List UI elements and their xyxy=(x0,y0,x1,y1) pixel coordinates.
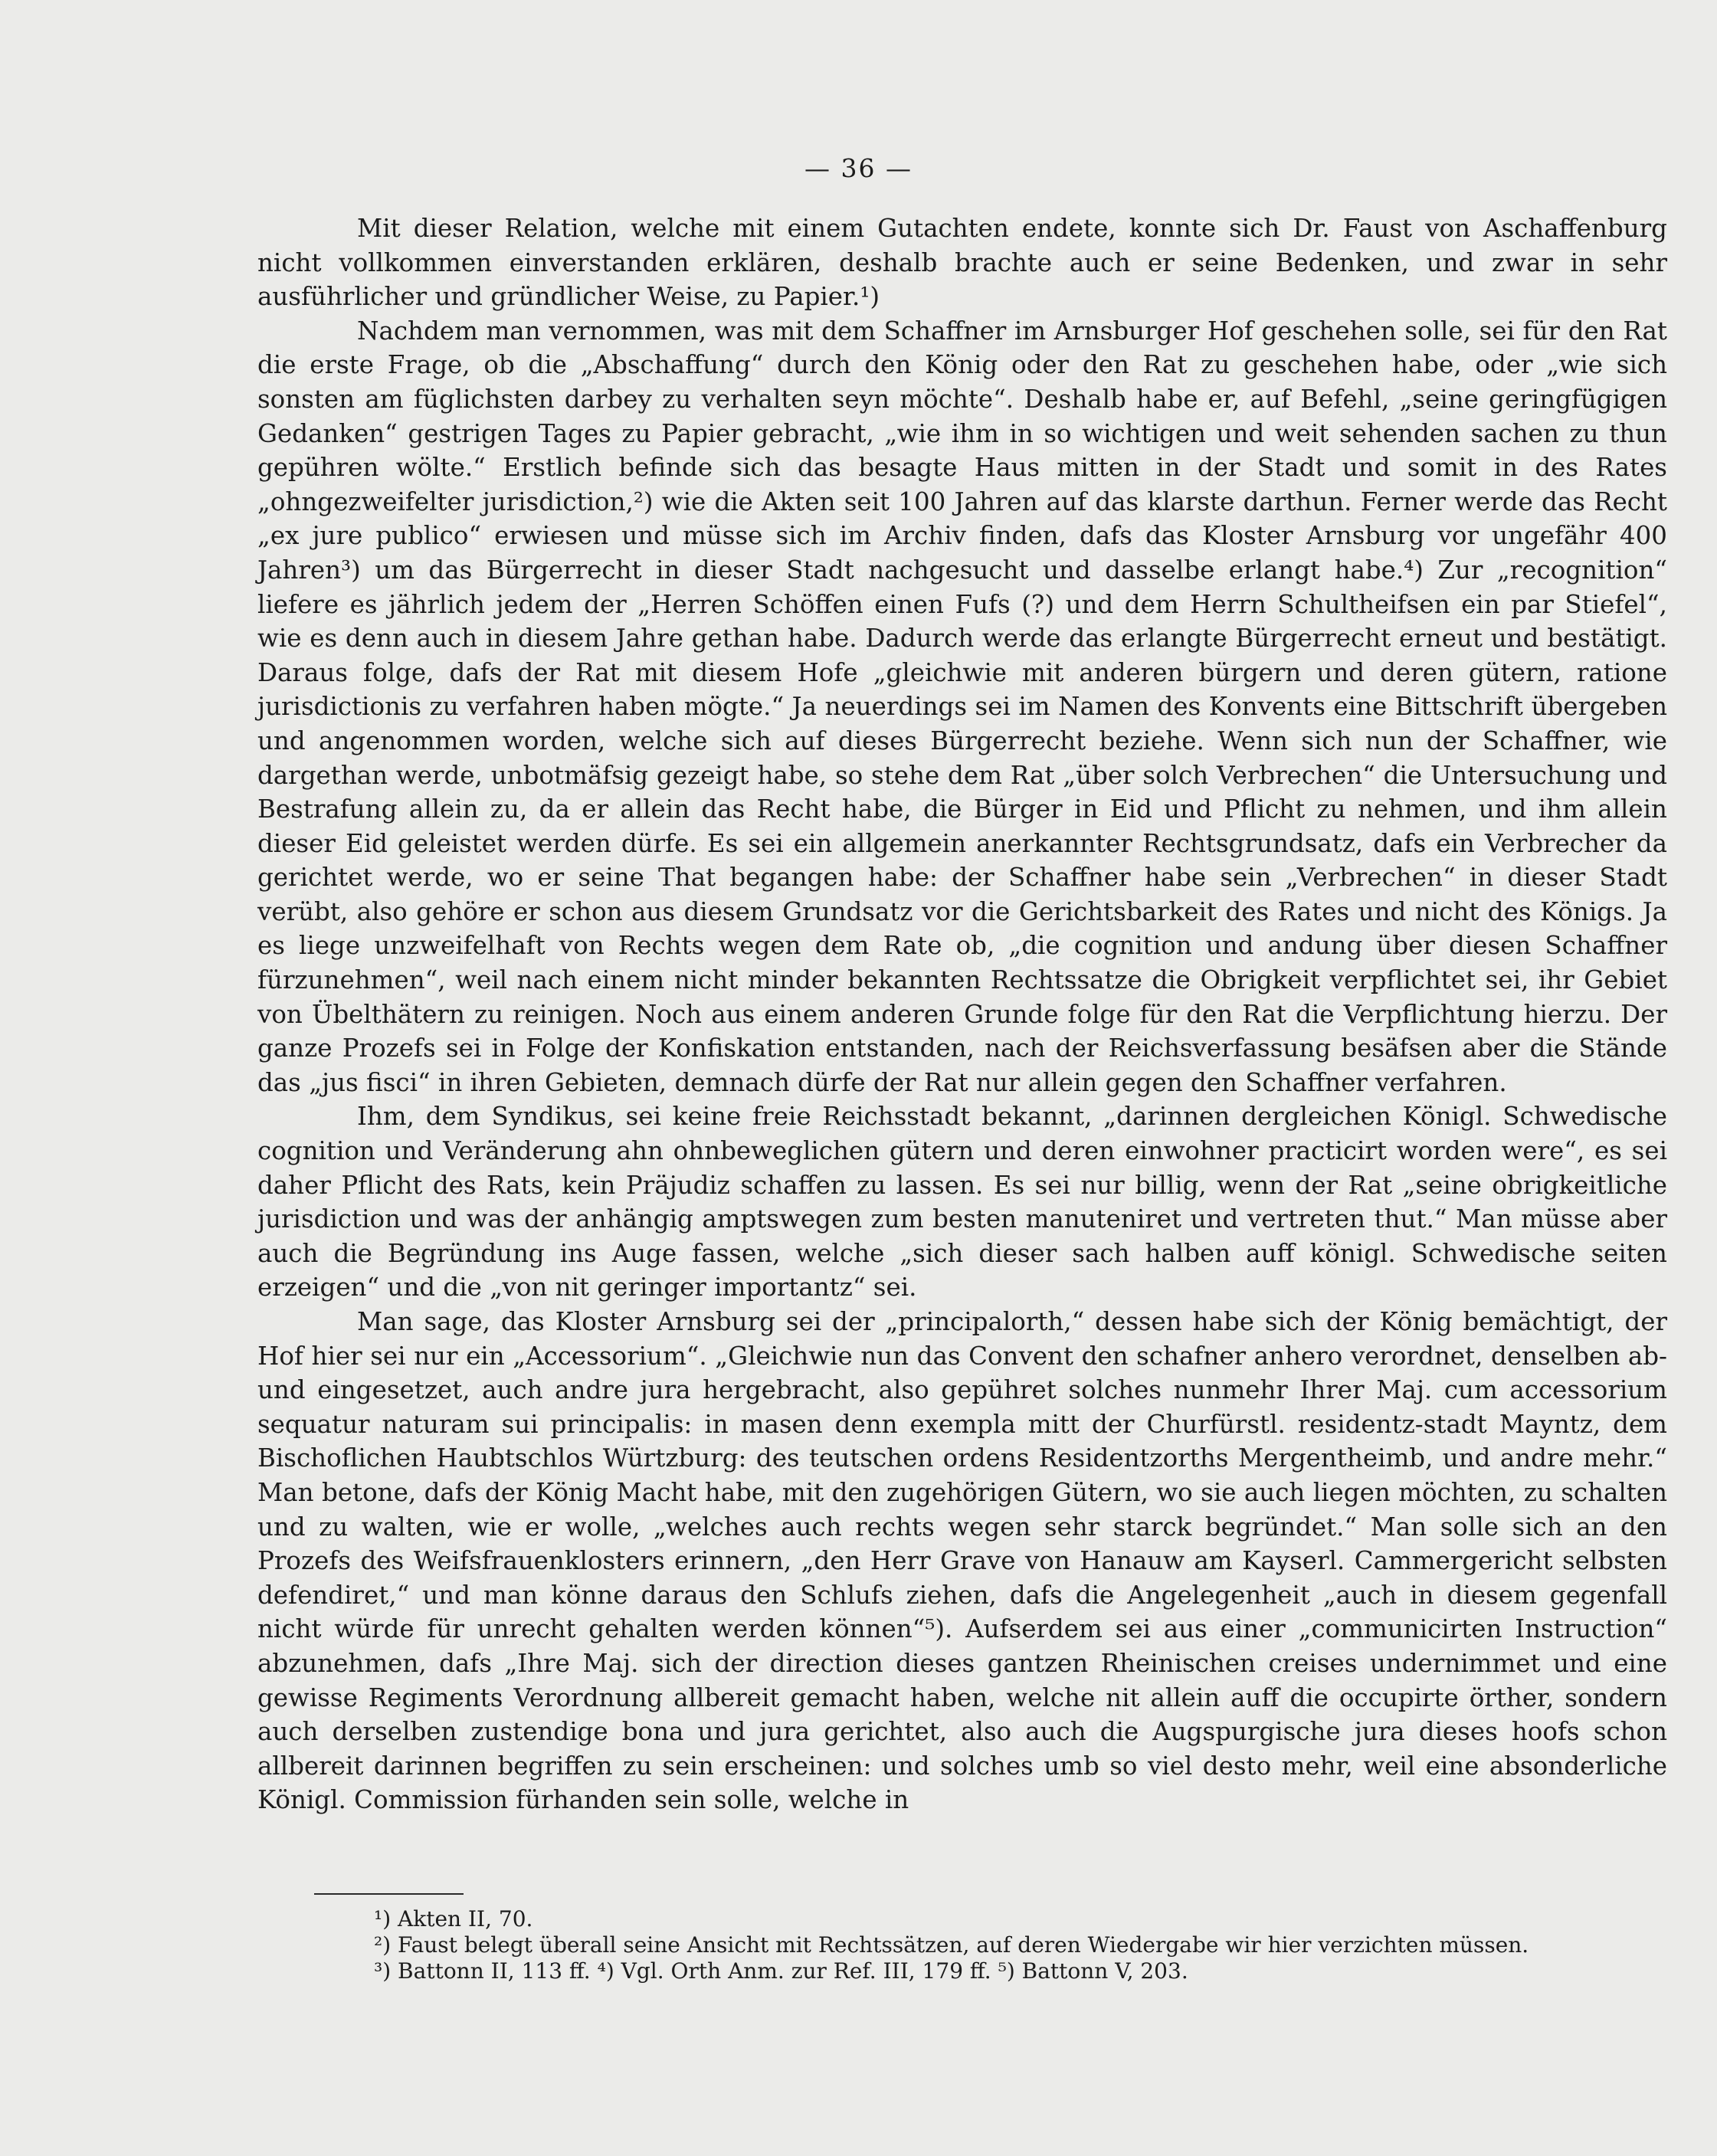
footnote-divider xyxy=(314,1893,464,1895)
paragraph-2: Nachdem man vernommen, was mit dem Schaffner im Arnsburger Hof geschehen solle, sei für den Rat die erste Frage, ob die „Abschaffung“ durch den König oder den Rat zu geschehen habe, oder „wie sich sonsten am füglichsten darbey zu verhalten seyn möchte“. Deshalb habe er, auf Befehl, „seine geringfügigen Gedanken“ gestrigen Tages zu Papier gebracht, „wie ihm in so wichtigen und weit sehenden sachen zu thun gepühren wölte.“ Erstlich befinde sich das besagte Haus mitten in der Stadt und somit in des Rates „ohngezweifelter jurisdiction,²) wie die Akten seit 100 Jahren auf das klarste darthun. Ferner werde das Recht „ex jure publico“ erwiesen und müsse sich im Archiv finden, dafs das Kloster Arnsburg vor ungefähr 400 Jahren³) um das Bürgerrecht in dieser Stadt nachgesucht und dasselbe erlangt habe.⁴) Zur „recognition“ liefere es jährlich jedem der „Herren Schöffen einen Fufs (?) und dem Herrn Schultheifsen ein par Stiefel“, wie es denn auch in diesem Jahre gethan habe. Dadurch werde das erlangte Bürgerrecht erneut und bestätigt. Daraus folge, dafs der Rat mit diesem Hofe „gleichwie mit anderen bürgern und deren gütern, ratione jurisdictionis zu verfahren haben mögte.“ Ja neuerdings sei im Namen des Konvents eine Bittschrift übergeben und angenommen worden, welche sich auf dieses Bürgerrecht beziehe. Wenn sich nun der Schaffner, wie dargethan werde, unbotmäfsig gezeigt habe, so stehe dem Rat „über solch Verbrechen“ die Untersuchung und Bestrafung allein zu, da er allein das Recht habe, die Bürger in Eid und Pflicht zu nehmen, und ihm allein dieser Eid geleistet werden dürfe. Es sei ein allgemein anerkannter Rechtsgrundsatz, dafs ein Verbrecher da gerichtet werde, wo er seine That begangen habe: der Schaffner habe sein „Verbrechen“ in dieser Stadt verübt, also gehöre er schon aus diesem Grundsatz vor die Gerichtsbarkeit des Rates und nicht des Königs. Ja es liege unzweifelhaft von Rechts wegen dem Rate ob, „die cognition und andung über diesen Schaffner fürzunehmen“, weil nach einem nicht minder bekannten Rechtssatze die Obrigkeit verpflichtet sei, ihr Gebiet von Übelthätern zu reinigen. Noch aus einem anderen Grunde folge für den Rat die Verpflichtung hierzu. Der ganze Prozefs sei in Folge der Konfiskation entstanden, nach der Reichsverfassung besäfsen aber die Stände das „jus fisci“ in ihren Gebieten, demnach dürfe der Rat nur allein gegen den Schaffner verfahren. xyxy=(257,316,1667,1097)
footnote-2: ²) Faust belegt überall seine Ansicht mit Rechtssätzen, auf deren Wiedergabe wir hier verzichten müssen. xyxy=(374,1932,1529,1958)
page-number: — 36 — xyxy=(804,153,913,183)
paragraph-1: Mit dieser Relation, welche mit einem Gutachten endete, konnte sich Dr. Faust von Aschaffenburg nicht vollkommen einverstanden erklären, deshalb brachte auch er seine Bedenken, und zwar in sehr ausführlicher und gründlicher Weise, zu Papier.¹) xyxy=(257,214,1667,312)
footnotes xyxy=(374,1906,1676,1984)
footnote-3: ³) Battonn II, 113 ff. ⁴) Vgl. Orth Anm. zur Ref. III, 179 ff. ⁵) Battonn V, 203. xyxy=(374,1958,1188,1984)
body-text xyxy=(257,211,1667,1817)
footnote-1: ¹) Akten II, 70. xyxy=(374,1906,533,1932)
paragraph-3: Ihm, dem Syndikus, sei keine freie Reichsstadt bekannt, „darinnen dergleichen Königl. Schwedische cognition und Veränderung ahn ohnbeweglichen gütern und deren einwohner practicirt worden were“, es sei daher Pflicht des Rats, kein Präjudiz schaffen zu lassen. Es sei nur billig, wenn der Rat „seine obrigkeitliche jurisdiction und was der anhängig amptswegen zum besten manuteniret und vertreten thut.“ Man müsse aber auch die Begründung ins Auge fassen, welche „sich dieser sach halben auff königl. Schwedische seiten erzeigen“ und die „von nit geringer importantz“ sei. xyxy=(257,1102,1667,1302)
paragraph-4: Man sage, das Kloster Arnsburg sei der „principalorth,“ dessen habe sich der König bemächtigt, der Hof hier sei nur ein „Accessorium“. „Gleichwie nun das Convent den schafner anhero verordnet, denselben ab- und eingesetzet, auch andre jura hergebracht, also gepühret solches nunmehr Ihrer Maj. cum accessorium sequatur naturam sui principalis: in masen denn exempla mitt der Churfürstl. residentz-stadt Mayntz, dem Bischoflichen Haubtschlos Würtzburg: des teutschen ordens Residentzorths Mergentheimb, und andre mehr.“ Man betone, dafs der König Macht habe, mit den zugehörigen Gütern, wo sie auch liegen möchten, zu schalten und zu walten, wie er wolle, „welches auch rechts wegen sehr starck begründet.“ Man solle sich an den Prozefs des Weifsfrauenklosters erinnern, „den Herr Grave von Hanauw am Kayserl. Cammergericht selbsten defendiret,“ und man könne daraus den Schlufs ziehen, dafs die Angelegenheit „auch in diesem gegenfall nicht würde für unrecht gehalten werden können“⁵). Aufserdem sei aus einer „communicirten Instruction“ abzunehmen, dafs „Ihre Maj. sich der direction dieses gantzen Rheinischen creises undernimmet und eine gewisse Regiments Verordnung allbereit gemacht haben, welche nit allein auff die occupirte örther, sondern auch derselben zustendige bona und jura gerichtet, also auch die Augspurgische jura dieses hoofs schon allbereit darinnen begriffen zu sein erscheinen: und solches umb so viel desto mehr, weil eine absonderliche Königl. Commission fürhanden sein solle, welche in xyxy=(257,1307,1667,1815)
